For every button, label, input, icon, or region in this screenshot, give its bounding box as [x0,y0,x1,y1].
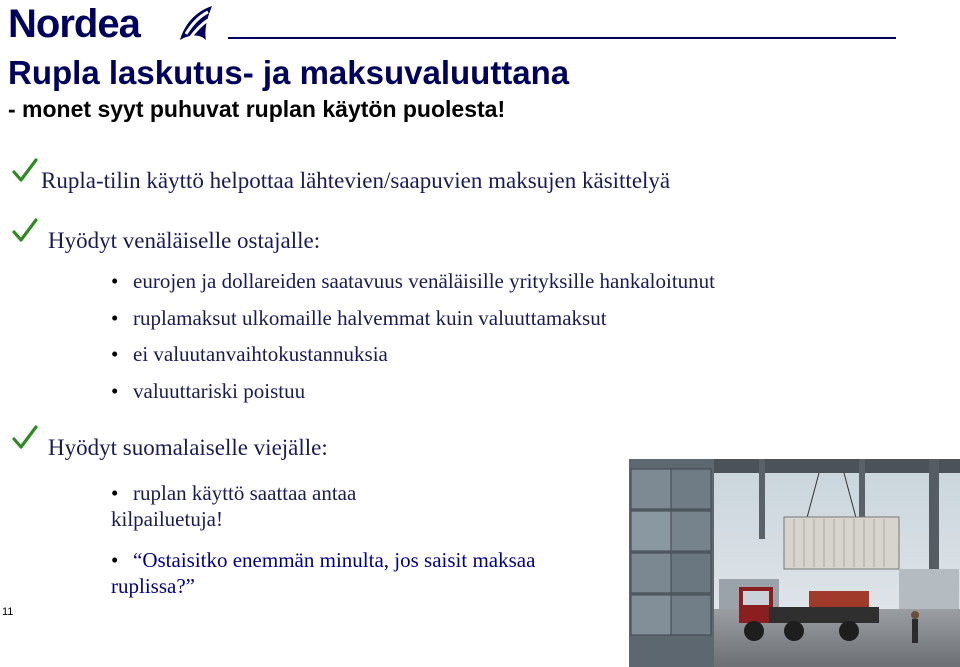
list-item: • ruplamaksut ulkomaille halvemmat kuin valuuttamaksut [111,306,607,330]
bullet: • [111,481,119,505]
bullet: • [111,342,119,366]
list-item: • ei valuutanvaihtokustannuksia [111,342,388,366]
header-rule [228,37,896,39]
bullet: • [111,269,119,293]
bullet: • [111,548,119,572]
list-item: • ruplan käyttö saattaa antaa kilpailuetuja! [111,481,357,531]
container-port-photo [629,459,960,667]
checkmark-icon [12,218,38,244]
bullet: • [111,379,119,403]
point-3-heading: Hyödyt suomalaiselle viejälle: [48,435,328,460]
slide-title: Rupla laskutus- ja maksuvaluuttana [8,54,570,91]
checkmark-icon [12,425,38,451]
page-number: 11 [2,606,14,618]
list-item: • “Ostaisitko enemmän minulta, jos saisit maksaa ruplissa?” [111,548,536,598]
nordea-logo [8,2,218,46]
nordea-sail-icon [178,4,214,42]
list-item: • eurojen ja dollareiden saatavuus venäläisille yrityksille hankaloitunut [111,269,715,293]
checkmark-icon [12,158,38,184]
list-item: • valuuttariski poistuu [111,379,306,403]
point-1-text: Rupla-tilin käyttö helpottaa lähtevien/saapuvien maksujen käsittelyä [41,168,671,193]
bullet: • [111,306,119,330]
point-2-heading: Hyödyt venäläiselle ostajalle: [48,228,321,253]
slide-subtitle: - monet syyt puhuvat ruplan käytön puolesta! [8,96,506,122]
logo-wordmark: Nordea [8,2,140,46]
